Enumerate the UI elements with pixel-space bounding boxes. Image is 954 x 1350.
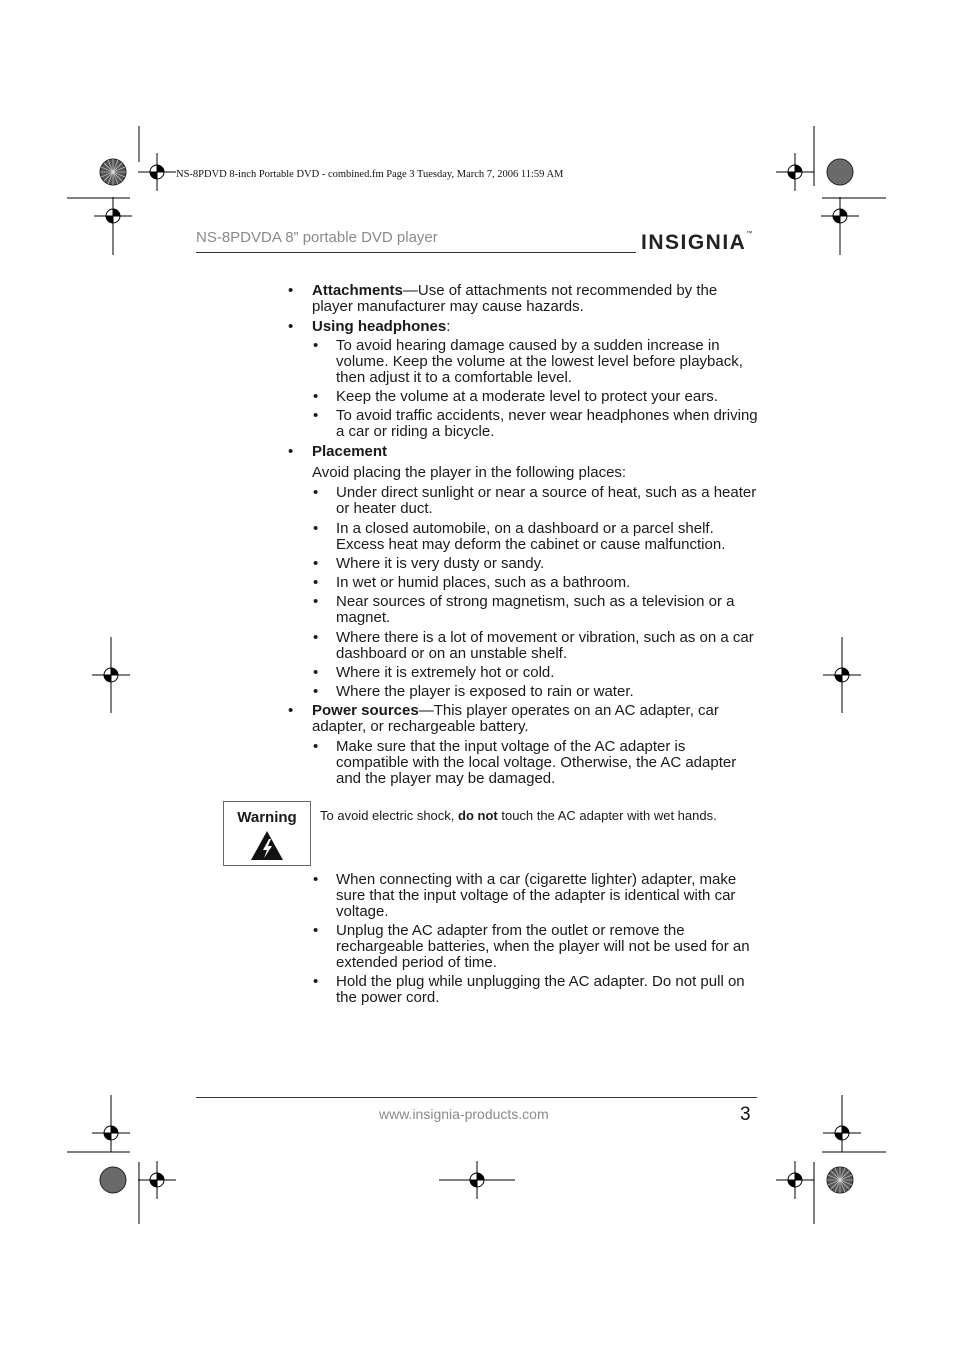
footer-url: www.insignia-products.com [379, 1106, 549, 1122]
placement-intro: Avoid placing the player in the following places: [312, 464, 627, 481]
placement-title: Placement [312, 443, 388, 460]
headphones-title: Using headphones [312, 318, 447, 335]
page-number: 3 [740, 1104, 751, 1125]
attachments-title: Attachments [312, 282, 403, 299]
warning-label: Warning [237, 809, 297, 826]
footer-rule [196, 1097, 757, 1098]
power-sources-title: Power sources [312, 702, 419, 719]
file-slug: NS-8PDVD 8-inch Portable DVD - combined.fm Page 3 Tuesday, March 7, 2006 11:59 AM [176, 169, 564, 180]
warning-text: To avoid electric shock, do not touch the AC adapter with wet hands. [320, 808, 717, 823]
page-header-title: NS-8PDVDA 8” portable DVD player [196, 229, 438, 246]
header-rule [196, 252, 636, 253]
insignia-logo: INSIGNIA™ [641, 231, 753, 254]
electric-shock-warning-icon [250, 830, 284, 861]
warning-box [223, 801, 311, 866]
